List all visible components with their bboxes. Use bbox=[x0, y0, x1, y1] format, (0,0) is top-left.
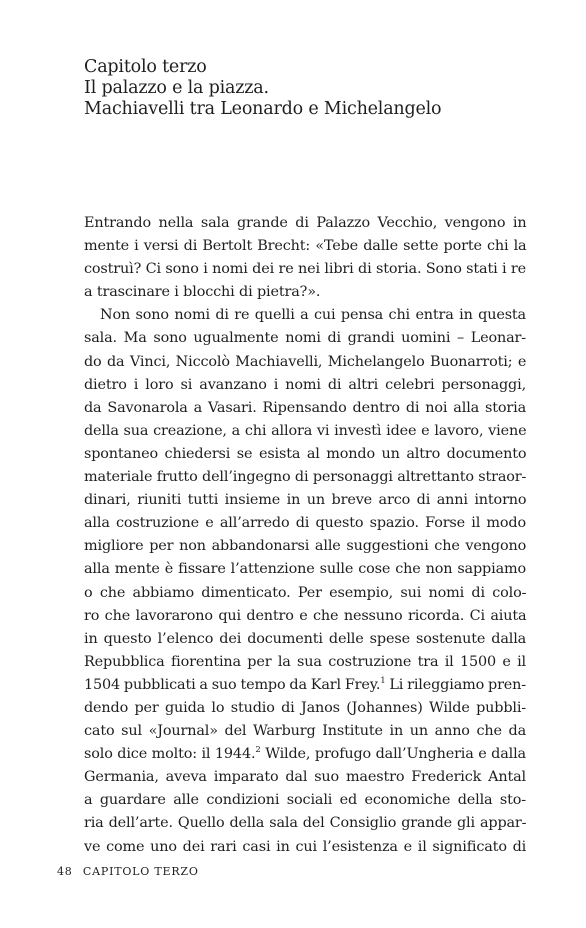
text-line: alla costruzione e all’arredo di questo spazio. Forse il modo bbox=[84, 515, 526, 532]
text-segment: Wilde, profugo dall’Ungheria e dalla bbox=[260, 746, 526, 763]
text-line: migliore per non abbandonarsi alle suggestioni che vengono bbox=[84, 538, 527, 555]
text-line: Entrando nella sala grande di Palazzo Vecchio, vengono in bbox=[84, 215, 527, 231]
chapter-title-line-1: Il palazzo e la piazza. bbox=[84, 78, 269, 98]
text-line: sala. Ma sono ugualmente nomi di grandi uomini – Leonar- bbox=[84, 330, 526, 347]
chapter-heading bbox=[84, 57, 544, 120]
body-text bbox=[84, 212, 526, 859]
text-line bbox=[84, 743, 526, 766]
text-line: do da Vinci, Niccolò Machiavelli, Michelangelo Buonarroti; e bbox=[84, 353, 527, 370]
text-line: da Savonarola a Vasari. Ripensando dentro di noi alla storia bbox=[84, 399, 526, 416]
text-line: dinari, riuniti tutti insieme in un breve arco di anni intorno bbox=[84, 492, 527, 509]
text-line: ve come uno dei rari casi in cui l’esistenza e il significato di bbox=[84, 838, 527, 855]
page-footer bbox=[57, 865, 199, 878]
text-line: Germania, aveva imparato dal suo maestro Frederick Antal bbox=[84, 769, 526, 786]
page-number: 48 bbox=[57, 865, 73, 878]
text-segment: Li rileggiamo pren- bbox=[385, 676, 526, 693]
text-segment: 1504 pubblicati a suo tempo da Karl Frey. bbox=[84, 676, 381, 693]
text-line: o che abbiamo dimenticato. Per esempio, sui nomi di colo- bbox=[84, 584, 527, 601]
text-line: a trascinare i blocchi di pietra?». bbox=[84, 284, 321, 301]
text-line: dietro i loro si avanzano i nomi di altri celebri personaggi, bbox=[84, 376, 526, 393]
text-line: dendo per guida lo studio di Janos (Johannes) Wilde pubbli- bbox=[84, 699, 526, 716]
text-line: spontaneo chiedersi se esista al mondo un altro documento bbox=[84, 445, 527, 462]
text-line: Repubblica fiorentina per la sua costruzione tra il 1500 e il bbox=[84, 653, 526, 670]
text-line: della sua creazione, a chi allora vi investì idee e lavoro, viene bbox=[84, 422, 527, 439]
footnote-reference[interactable]: 2 bbox=[255, 745, 261, 756]
text-line: Non sono nomi di re quelli a cui pensa chi entra in questa bbox=[100, 307, 526, 324]
text-line: materiale frutto dell’ingegno di personaggi altrettanto straor- bbox=[84, 469, 527, 486]
text-line: in questo l’elenco dei documenti delle spese sostenute dalla bbox=[84, 630, 527, 647]
text-line: cato sul «Journal» del Warburg Institute in un anno che da bbox=[84, 723, 526, 740]
text-line: alla mente è fissare l’attenzione sulle cose che non sappiamo bbox=[84, 561, 527, 578]
footnote-reference[interactable]: 1 bbox=[380, 675, 386, 686]
text-line: mente i versi di Bertolt Brecht: «Tebe dalle sette porte chi la bbox=[84, 238, 527, 255]
text-line bbox=[84, 674, 526, 697]
chapter-title-line-2: Machiavelli tra Leonardo e Michelangelo bbox=[84, 99, 442, 119]
text-line: ria dell’arte. Quello della sala del Consiglio grande gli appar- bbox=[84, 815, 527, 832]
running-head: CAPITOLO TERZO bbox=[82, 865, 199, 878]
chapter-label: Capitolo terzo bbox=[84, 57, 207, 77]
text-segment: solo dice molto: il 1944. bbox=[84, 746, 256, 763]
text-line: a guardare alle condizioni sociali ed economiche della sto- bbox=[84, 792, 526, 809]
text-line: costruì? Ci sono i nomi dei re nei libri di storia. Sono stati i re bbox=[84, 261, 526, 278]
text-line: ro che lavorarono qui dentro e che nessuno ricorda. Ci aiuta bbox=[84, 607, 527, 624]
